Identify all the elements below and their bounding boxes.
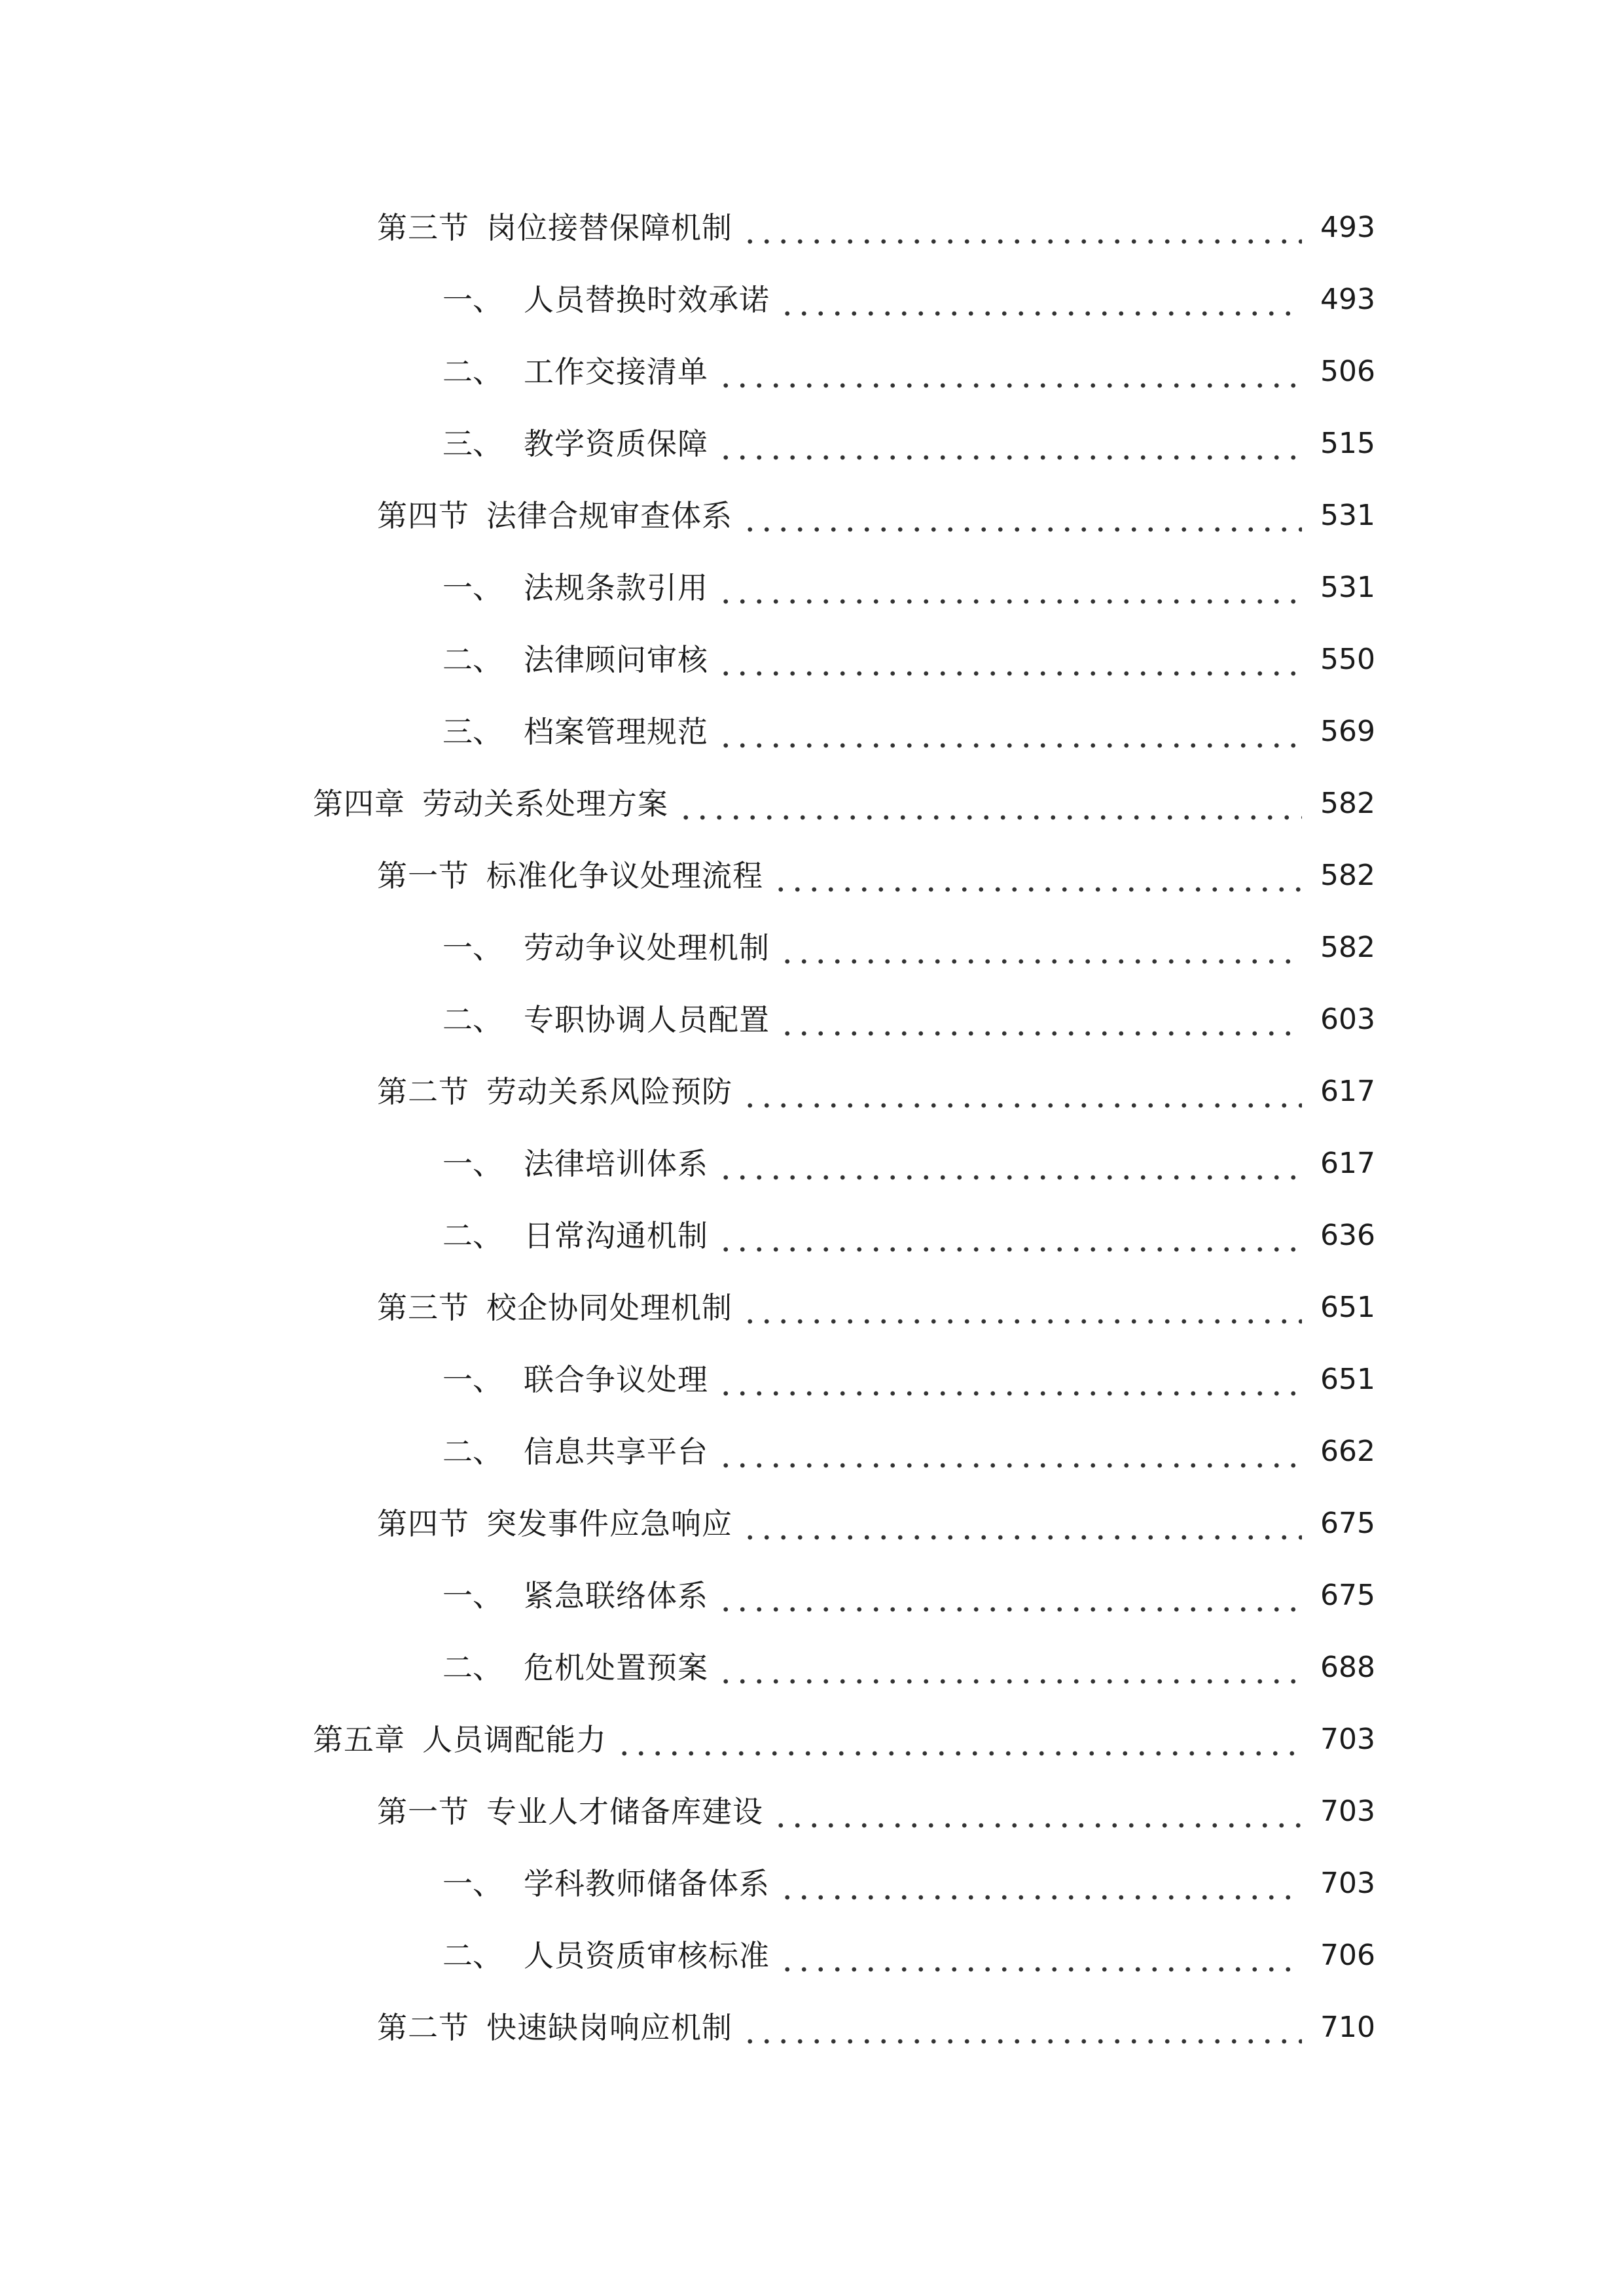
- toc-title: 法规条款引用: [524, 570, 708, 605]
- toc-section-label: 第四节: [377, 1506, 469, 1541]
- toc-item-number: 二、: [442, 1434, 503, 1469]
- toc-entry-section[interactable]: [377, 1066, 1375, 1118]
- toc-page-number: 582: [1320, 859, 1375, 892]
- dot-leader: [717, 1426, 1302, 1478]
- dot-leader: [779, 274, 1302, 326]
- dot-leader: [742, 1066, 1302, 1118]
- toc-title: 学科教师储备体系: [524, 1866, 770, 1901]
- toc-title: 法律合规审查体系: [486, 498, 732, 533]
- toc-page-number: 515: [1320, 427, 1375, 460]
- toc-page-number: 706: [1320, 1939, 1375, 1972]
- toc-item-number: 一、: [442, 282, 503, 317]
- toc-section-label: 第一节: [377, 858, 469, 893]
- toc-title: 劳动关系处理方案: [422, 786, 668, 821]
- toc-page-number: 636: [1320, 1219, 1375, 1252]
- dot-leader: [742, 1282, 1302, 1334]
- toc-item-number: 一、: [442, 1866, 503, 1901]
- dot-leader: [717, 1641, 1302, 1694]
- toc-item-number: 三、: [442, 714, 503, 749]
- toc-item-number: 二、: [442, 642, 503, 677]
- dot-leader: [717, 706, 1302, 758]
- toc-item-number: 二、: [442, 1938, 503, 1973]
- toc-page-number: 675: [1320, 1579, 1375, 1612]
- dot-leader: [742, 1498, 1302, 1550]
- toc-entry-subsection[interactable]: [442, 346, 1375, 398]
- toc-entry-subsection[interactable]: [442, 1138, 1375, 1190]
- toc-title: 专业人才储备库建设: [486, 1794, 763, 1829]
- toc-section-label: 第二节: [377, 1074, 469, 1109]
- toc-page-number: 582: [1320, 787, 1375, 820]
- toc-title: 日常沟通机制: [524, 1218, 708, 1253]
- toc-entry-subsection[interactable]: [442, 994, 1375, 1046]
- dot-leader: [772, 850, 1302, 902]
- toc-title: 教学资质保障: [524, 426, 708, 461]
- dot-leader: [779, 922, 1302, 974]
- toc-title: 人员调配能力: [422, 1722, 607, 1757]
- toc-entry-subsection[interactable]: [442, 418, 1375, 470]
- toc-item-number: 二、: [442, 1650, 503, 1685]
- toc-entry-subsection[interactable]: [442, 922, 1375, 974]
- toc-page-number: 688: [1320, 1651, 1375, 1684]
- toc-entry-section[interactable]: [377, 202, 1375, 254]
- toc-page-number: 703: [1320, 1795, 1375, 1828]
- toc-entry-subsection[interactable]: [442, 1857, 1375, 1910]
- toc-page-number: 531: [1320, 499, 1375, 532]
- dot-leader: [742, 490, 1302, 542]
- toc-item-number: 一、: [442, 1362, 503, 1397]
- toc-page-number: 651: [1320, 1363, 1375, 1396]
- toc-page-number: 531: [1320, 571, 1375, 604]
- toc-entry-section[interactable]: [377, 490, 1375, 542]
- toc-entry-subsection[interactable]: [442, 634, 1375, 686]
- toc-entry-subsection[interactable]: [442, 706, 1375, 758]
- toc-entry-subsection[interactable]: [442, 1354, 1375, 1406]
- toc-section-label: 第三节: [377, 1290, 469, 1325]
- toc-section-label: 第二节: [377, 2010, 469, 2045]
- toc-page-number: 493: [1320, 211, 1375, 244]
- toc-title: 工作交接清单: [524, 354, 708, 389]
- toc-item-number: 一、: [442, 1146, 503, 1181]
- toc-section-label: 第四节: [377, 498, 469, 533]
- dot-leader: [779, 1857, 1302, 1910]
- toc-title: 快速缺岗响应机制: [486, 2010, 732, 2045]
- toc-entry-subsection[interactable]: [442, 1570, 1375, 1622]
- toc-entry-chapter[interactable]: [313, 778, 1375, 830]
- toc-page-number: 710: [1320, 2011, 1375, 2044]
- toc-chapter-label: 第四章: [313, 786, 405, 821]
- dot-leader: [717, 346, 1302, 398]
- toc-page-number: 617: [1320, 1147, 1375, 1180]
- toc-page-number: 582: [1320, 931, 1375, 964]
- toc-item-number: 二、: [442, 1218, 503, 1253]
- toc-item-number: 一、: [442, 570, 503, 605]
- toc-page-number: 569: [1320, 715, 1375, 748]
- dot-leader: [616, 1713, 1302, 1766]
- toc-section-label: 第三节: [377, 210, 469, 245]
- toc-title: 信息共享平台: [524, 1434, 708, 1469]
- toc-section-label: 第一节: [377, 1794, 469, 1829]
- toc-item-number: 三、: [442, 426, 503, 461]
- toc-title: 劳动关系风险预防: [486, 1074, 732, 1109]
- toc-page-number: 662: [1320, 1435, 1375, 1468]
- toc-entry-subsection[interactable]: [442, 1210, 1375, 1262]
- toc-entry-section[interactable]: [377, 1282, 1375, 1334]
- toc-entry-section[interactable]: [377, 1498, 1375, 1550]
- toc-entry-section[interactable]: [377, 2001, 1375, 2054]
- toc-entry-section[interactable]: [377, 850, 1375, 902]
- toc-entry-subsection[interactable]: [442, 1929, 1375, 1982]
- dot-leader: [717, 1210, 1302, 1262]
- toc-page-number: 603: [1320, 1003, 1375, 1036]
- toc-title: 劳动争议处理机制: [524, 930, 770, 965]
- toc-page-number: 703: [1320, 1723, 1375, 1756]
- toc-title: 岗位接替保障机制: [486, 210, 732, 245]
- toc-title: 校企协同处理机制: [486, 1290, 732, 1325]
- dot-leader: [717, 1138, 1302, 1190]
- toc-title: 专职协调人员配置: [524, 1002, 770, 1037]
- toc-item-number: 二、: [442, 1002, 503, 1037]
- toc-title: 联合争议处理: [524, 1362, 708, 1397]
- toc-entry-subsection[interactable]: [442, 562, 1375, 614]
- toc-title: 人员替换时效承诺: [524, 282, 770, 317]
- toc-title: 人员资质审核标准: [524, 1938, 770, 1973]
- dot-leader: [717, 1570, 1302, 1622]
- dot-leader: [717, 634, 1302, 686]
- toc-entry-subsection[interactable]: [442, 1641, 1375, 1694]
- toc-title: 档案管理规范: [524, 714, 708, 749]
- toc-title: 紧急联络体系: [524, 1578, 708, 1613]
- toc-entry-subsection[interactable]: [442, 1426, 1375, 1478]
- dot-leader: [742, 202, 1302, 254]
- toc-page-number: 493: [1320, 283, 1375, 316]
- toc-page-number: 651: [1320, 1291, 1375, 1324]
- toc-entry-chapter[interactable]: [313, 1713, 1375, 1766]
- toc-title: 突发事件应急响应: [486, 1506, 732, 1541]
- dot-leader: [772, 1785, 1302, 1838]
- toc-title: 法律培训体系: [524, 1146, 708, 1181]
- toc-page-number: 550: [1320, 643, 1375, 676]
- dot-leader: [742, 2001, 1302, 2054]
- toc-title: 标准化争议处理流程: [486, 858, 763, 893]
- toc-page-number: 506: [1320, 355, 1375, 388]
- toc-page-number: 675: [1320, 1507, 1375, 1540]
- toc-entry-section[interactable]: [377, 1785, 1375, 1838]
- toc-item-number: 一、: [442, 1578, 503, 1613]
- dot-leader: [677, 778, 1302, 830]
- toc-title: 危机处置预案: [524, 1650, 708, 1685]
- dot-leader: [779, 994, 1302, 1046]
- dot-leader: [717, 562, 1302, 614]
- toc-page-number: 617: [1320, 1075, 1375, 1108]
- dot-leader: [779, 1929, 1302, 1982]
- toc-page-number: 703: [1320, 1867, 1375, 1900]
- toc-entry-subsection[interactable]: [442, 274, 1375, 326]
- dot-leader: [717, 1354, 1302, 1406]
- toc-item-number: 一、: [442, 930, 503, 965]
- toc-title: 法律顾问审核: [524, 642, 708, 677]
- toc-chapter-label: 第五章: [313, 1722, 405, 1757]
- toc-item-number: 二、: [442, 354, 503, 389]
- dot-leader: [717, 418, 1302, 470]
